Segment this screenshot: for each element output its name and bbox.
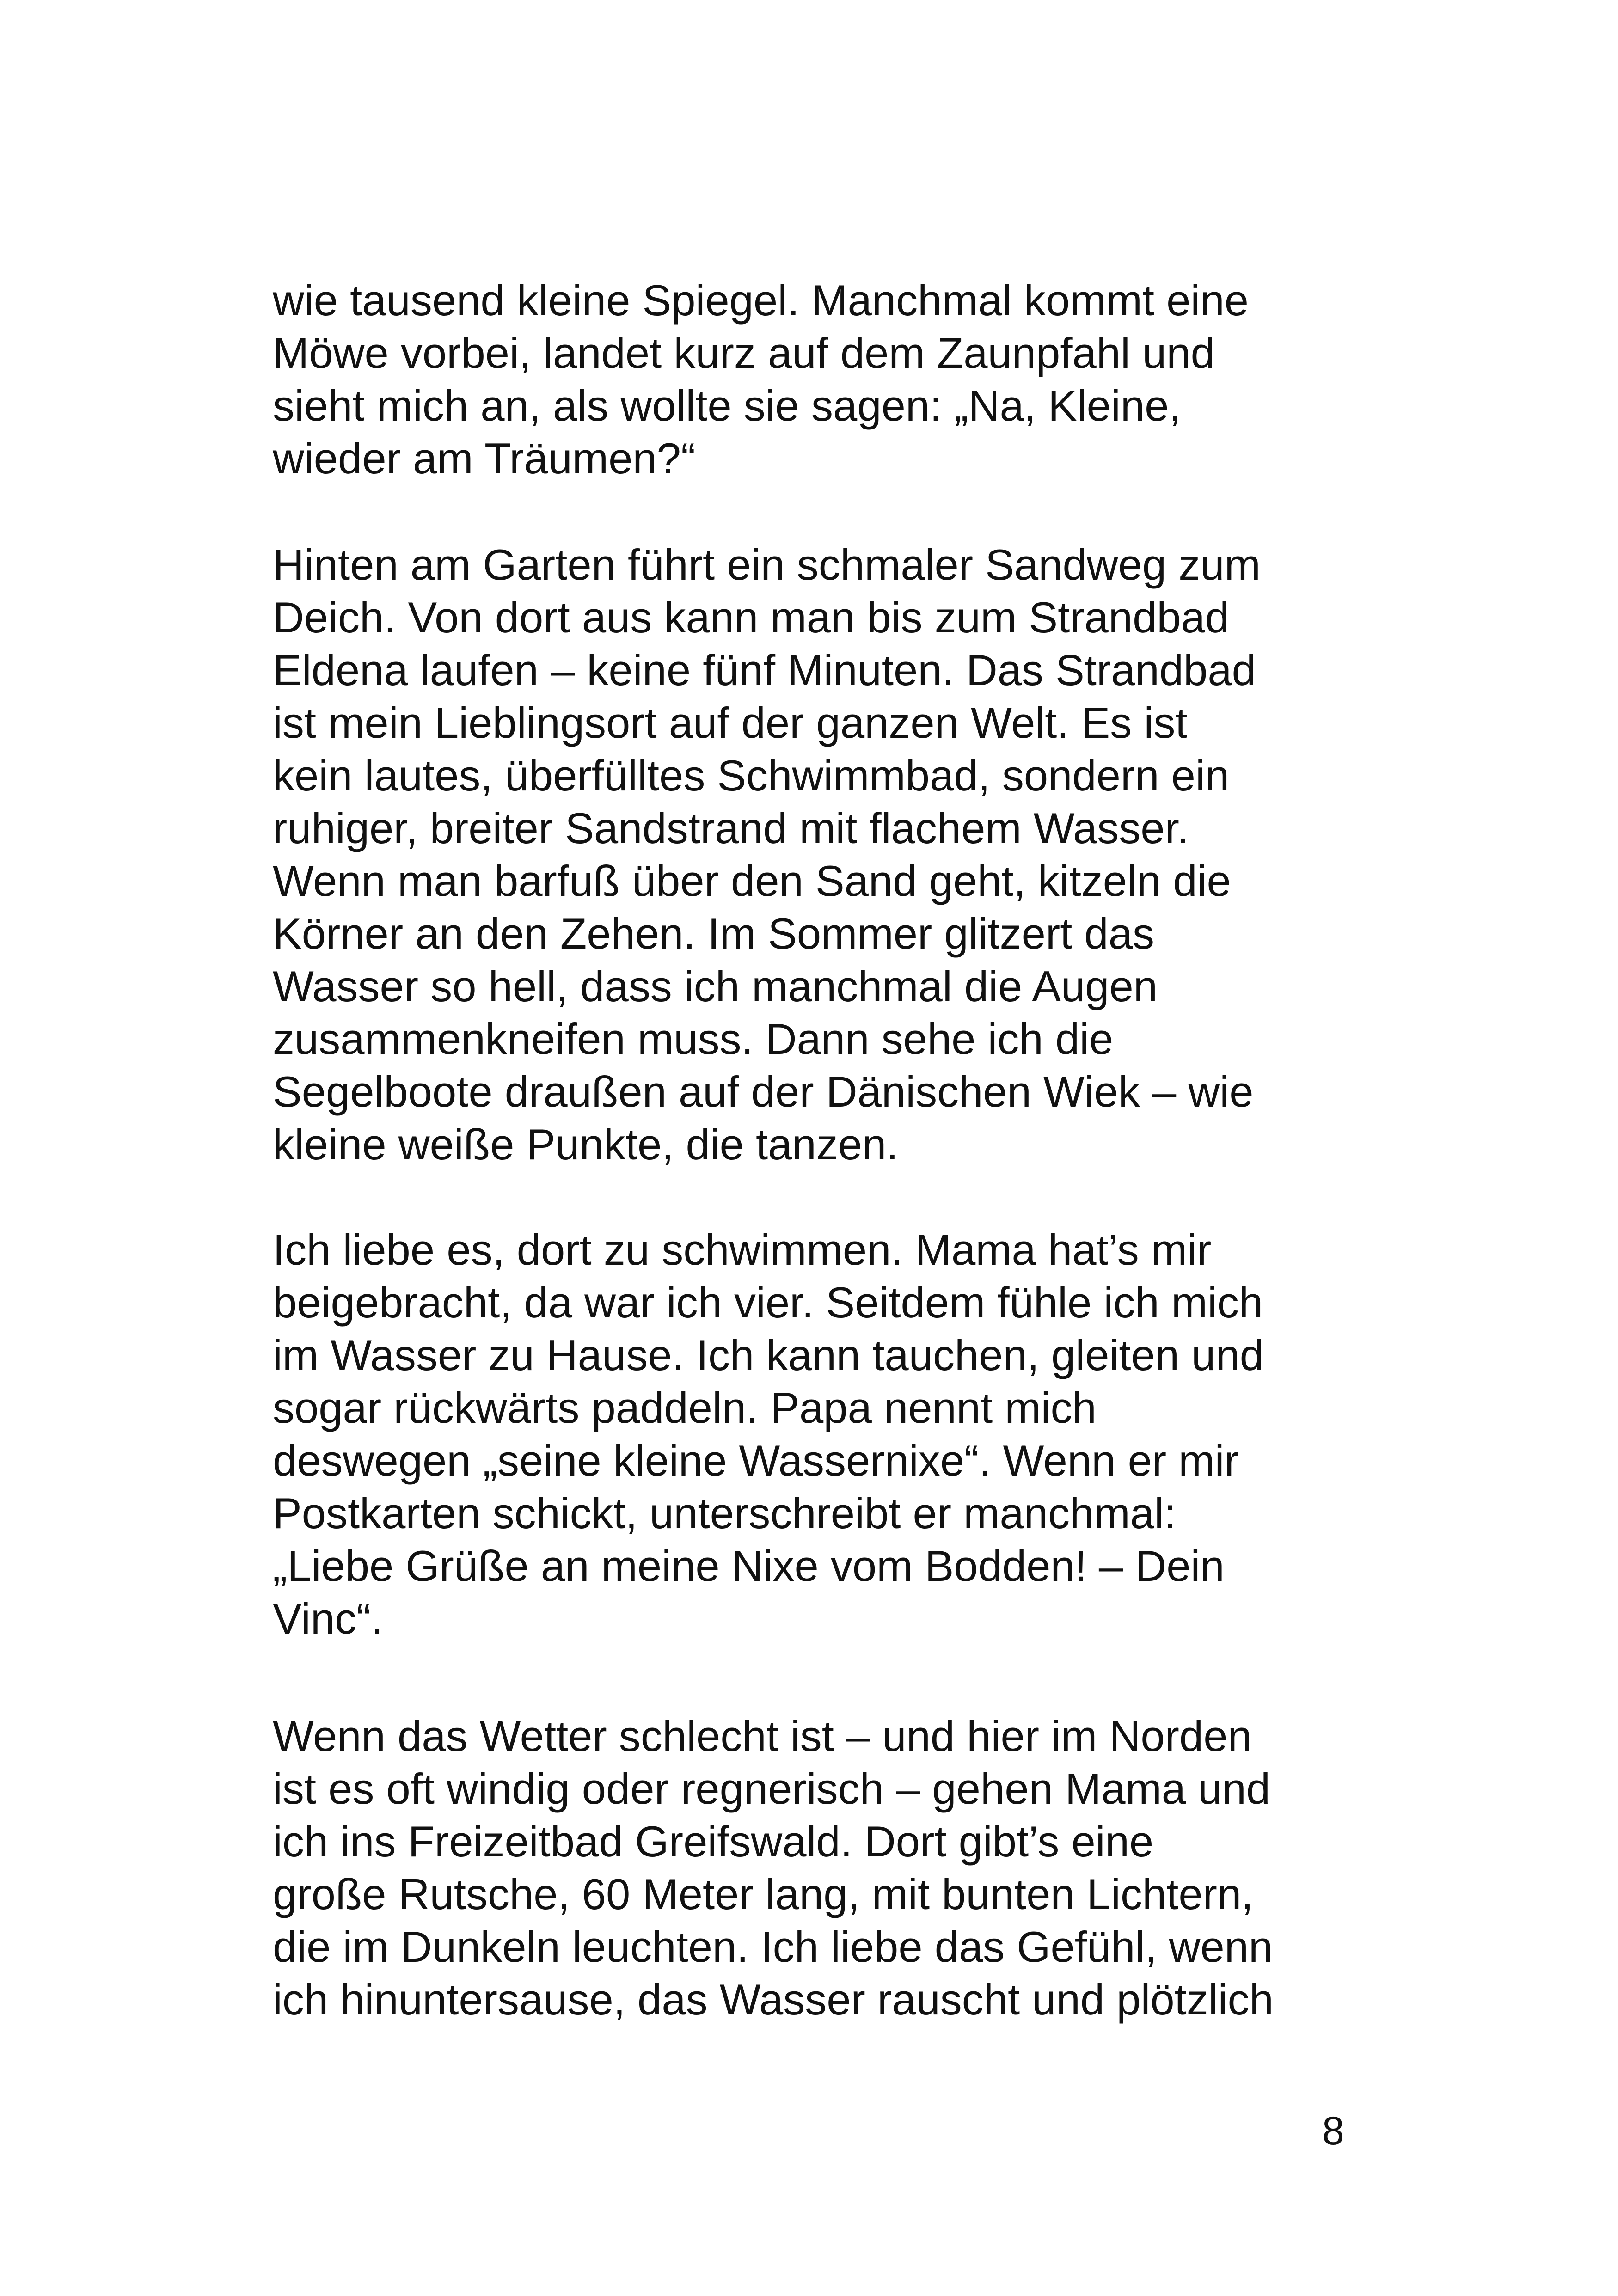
text-line: Postkarten schickt, unterschreibt er manchmal: (273, 1489, 1176, 1537)
text-line: wieder am Träumen?“ (273, 434, 696, 483)
text-line: kleine weiße Punkte, die tanzen. (273, 1120, 899, 1169)
text-line: Hinten am Garten führt ein schmaler Sandweg zum (273, 540, 1261, 589)
paragraph-4 (273, 1710, 1274, 2026)
text-line: wie tausend kleine Spiegel. Manchmal kommt eine (273, 276, 1249, 325)
paragraph-2 (273, 539, 1261, 1171)
text-line: ruhiger, breiter Sandstrand mit flachem Wasser. (273, 804, 1189, 852)
paragraph-3 (273, 1224, 1264, 1645)
paragraph-1 (273, 274, 1249, 485)
text-line: große Rutsche, 60 Meter lang, mit bunten Lichtern, (273, 1870, 1254, 1918)
text-line: „Liebe Grüße an meine Nixe vom Bodden! – Dein (273, 1542, 1225, 1590)
text-line: Körner an den Zehen. Im Sommer glitzert das (273, 909, 1154, 958)
text-line: sieht mich an, als wollte sie sagen: „Na, Kleine, (273, 381, 1181, 430)
text-line: Deich. Von dort aus kann man bis zum Strandbad (273, 593, 1230, 642)
text-line: Wenn man barfuß über den Sand geht, kitzeln die (273, 857, 1231, 905)
text-line: Wenn das Wetter schlecht ist – und hier im Norden (273, 1712, 1252, 1760)
text-line: Eldena laufen – keine fünf Minuten. Das Strandbad (273, 646, 1256, 694)
text-line: sogar rückwärts paddeln. Papa nennt mich (273, 1384, 1097, 1432)
text-line: Möwe vorbei, landet kurz auf dem Zaunpfahl und (273, 329, 1215, 377)
text-line: ich ins Freizeitbad Greifswald. Dort gibt’s eine (273, 1817, 1154, 1866)
text-line: deswegen „seine kleine Wassernixe“. Wenn er mir (273, 1436, 1239, 1485)
text-line: ist mein Lieblingsort auf der ganzen Welt. Es ist (273, 698, 1188, 747)
text-line: im Wasser zu Hause. Ich kann tauchen, gleiten und (273, 1331, 1264, 1379)
page-number: 8 (1322, 2109, 1344, 2153)
text-line: ist es oft windig oder regnerisch – gehen Mama und (273, 1764, 1271, 1813)
text-line: ich hinuntersause, das Wasser rauscht und plötzlich (273, 1975, 1274, 2024)
text-line: kein lautes, überfülltes Schwimmbad, sondern ein (273, 751, 1230, 800)
text-line: Vinc“. (273, 1594, 383, 1643)
text-line: Ich liebe es, dort zu schwimmen. Mama hat’s mir (273, 1225, 1212, 1274)
text-line: die im Dunkeln leuchten. Ich liebe das Gefühl, wenn (273, 1923, 1273, 1971)
text-line: Segelboote draußen auf der Dänischen Wiek – wie (273, 1067, 1254, 1116)
text-line: beigebracht, da war ich vier. Seitdem fühle ich mich (273, 1278, 1263, 1327)
text-line: zusammenkneifen muss. Dann sehe ich die (273, 1015, 1114, 1063)
text-line: Wasser so hell, dass ich manchmal die Augen (273, 962, 1158, 1010)
